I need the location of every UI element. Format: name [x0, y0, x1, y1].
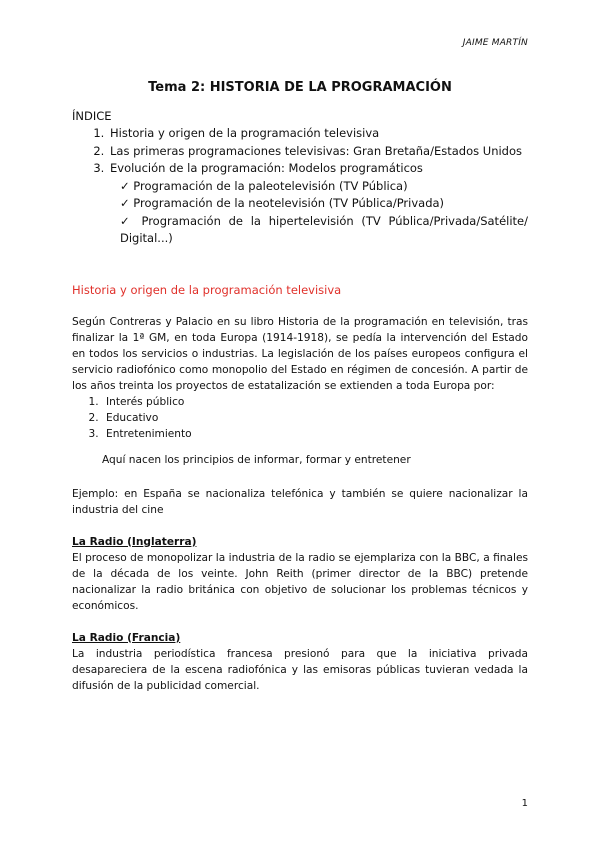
index-subitem: ✓ Programación de la paleotelevisión (TV Pública): [120, 178, 408, 193]
index-item: 2. Las primeras programaciones televisivas: Gran Bretaña/Estados Unidos: [108, 143, 528, 161]
reasons-list: [72, 394, 528, 442]
intro-paragraph: Según Contreras y Palacio en su libro Historia de la programación en televisión, tras finalizar la 1ª GM, en toda Europa (1914-1918), se pedía la intervención del Estado en todos los servicios o industrias. La legislación de los países europeos configura el servicio radiofónico como monopolio del Estado en régimen de concesión. A partir de los años treinta los proyectos de estatalización se extienden a toda Europa por:: [72, 315, 528, 392]
index-item: 1. Historia y origen de la programación televisiva: [108, 125, 528, 143]
reason-item: 3. Entretenimiento: [102, 426, 528, 442]
document-body: [72, 108, 528, 694]
index-sublist: [110, 178, 528, 248]
principles-line: Aquí nacen los principios de informar, formar y entretener: [102, 453, 411, 466]
section-title: Historia y origen de la programación televisiva: [72, 282, 342, 297]
index-subitem: ✓ Programación de la neotelevisión (TV Pública/Privada): [120, 196, 445, 210]
radio-fr-paragraph: La industria periodística francesa presionó para que la iniciativa privada desapareciera de la escena radiofónica y las emisoras públicas tuvieran vedada la difusión de la publicidad comercial.: [72, 647, 528, 692]
example-paragraph: Ejemplo: en España se nacionaliza telefónica y también se quiere nacionalizar la industria del cine: [72, 487, 528, 516]
page-number: 1: [521, 798, 528, 809]
radio-uk-heading: La Radio (Inglaterra): [72, 535, 197, 548]
index-item: [108, 160, 528, 248]
header-author: JAIME MARTÍN: [462, 38, 528, 48]
page-title: Tema 2: HISTORIA DE LA PROGRAMACIÓN: [148, 80, 452, 95]
reason-item: 2. Educativo: [102, 410, 528, 426]
reason-item: 1. Interés público: [102, 394, 528, 410]
radio-fr-heading: La Radio (Francia): [72, 631, 181, 644]
index-list: [72, 125, 528, 248]
index-subitem: ✓ Programación de la hipertelevisión (TV Pública/Privada/Satélite/ Digital...): [120, 213, 528, 245]
index-item-label: Evolución de la programación: Modelos programáticos: [110, 161, 423, 175]
radio-uk-paragraph: El proceso de monopolizar la industria de la radio se ejemplariza con la BBC, a finales de la década de los veinte. John Reith (primer director de la BBC) pretende nacionalizar la radio británica con objetivo de solucionar los problemas técnicos y económicos.: [72, 551, 528, 612]
index-heading: ÍNDICE: [72, 109, 112, 123]
